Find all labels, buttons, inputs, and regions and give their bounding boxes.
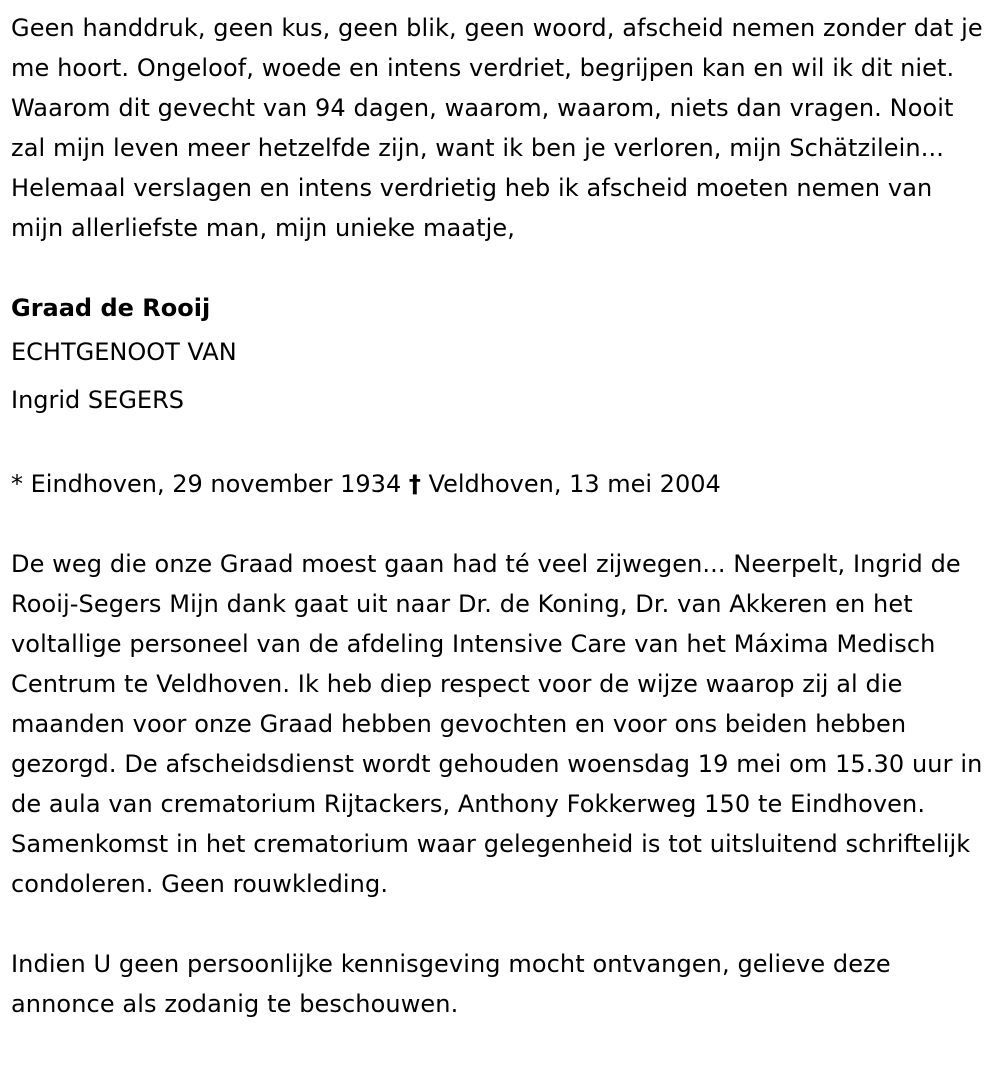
birth-info: * Eindhoven, 29 november 1934: [11, 470, 402, 498]
death-notice: [11, 8, 991, 1024]
body-paragraph: De weg die onze Graad moest gaan had té veel zijwegen... Neerpelt, Ingrid de Rooij-Segers Mijn dank gaat uit naar Dr. de Koning, Dr. van Akkeren en het voltallige personeel van de afdeling Intensive Care van het Máxima Medisch Centrum te Veldhoven. Ik heb diep respect voor de wijze waarop zij al die maanden voor onze Graad hebben gevochten en voor ons beiden hebben gezorgd. De afscheidsdienst wordt gehouden woensdag 19 mei om 15.30 uur in de aula van crematorium Rijtackers, Anthony Fokkerweg 150 te Eindhoven. Samenkomst in het crematorium waar gelegenheid is tot uitsluitend schriftelijk condoleren. Geen rouwkleding.: [11, 550, 983, 898]
death-info: Veldhoven, 13 mei 2004: [428, 470, 721, 498]
cross-icon: †: [408, 470, 421, 498]
intro-paragraph: Geen handdruk, geen kus, geen blik, geen woord, afscheid nemen zonder dat je me hoort. Ongeloof, woede en intens verdriet, begrijpen kan en wil ik dit niet. Waarom dit gevecht van 94 dagen, waarom, waarom, niets dan vragen. Nooit zal mijn leven meer hetzelfde zijn, want ik ben je verloren, mijn Schätzilein... Helemaal verslagen en intens verdrietig heb ik afscheid moeten nemen van mijn allerliefste man, mijn unieke maatje,: [11, 14, 983, 242]
closing-paragraph: Indien U geen persoonlijke kennisgeving mocht ontvangen, gelieve deze annonce als zodanig te beschouwen.: [11, 950, 891, 1018]
deceased-name: Graad de Rooij: [11, 294, 211, 322]
spouse-name: Ingrid SEGERS: [11, 386, 184, 414]
relation-label: ECHTGENOOT VAN: [11, 338, 237, 366]
life-dates: [11, 464, 991, 504]
